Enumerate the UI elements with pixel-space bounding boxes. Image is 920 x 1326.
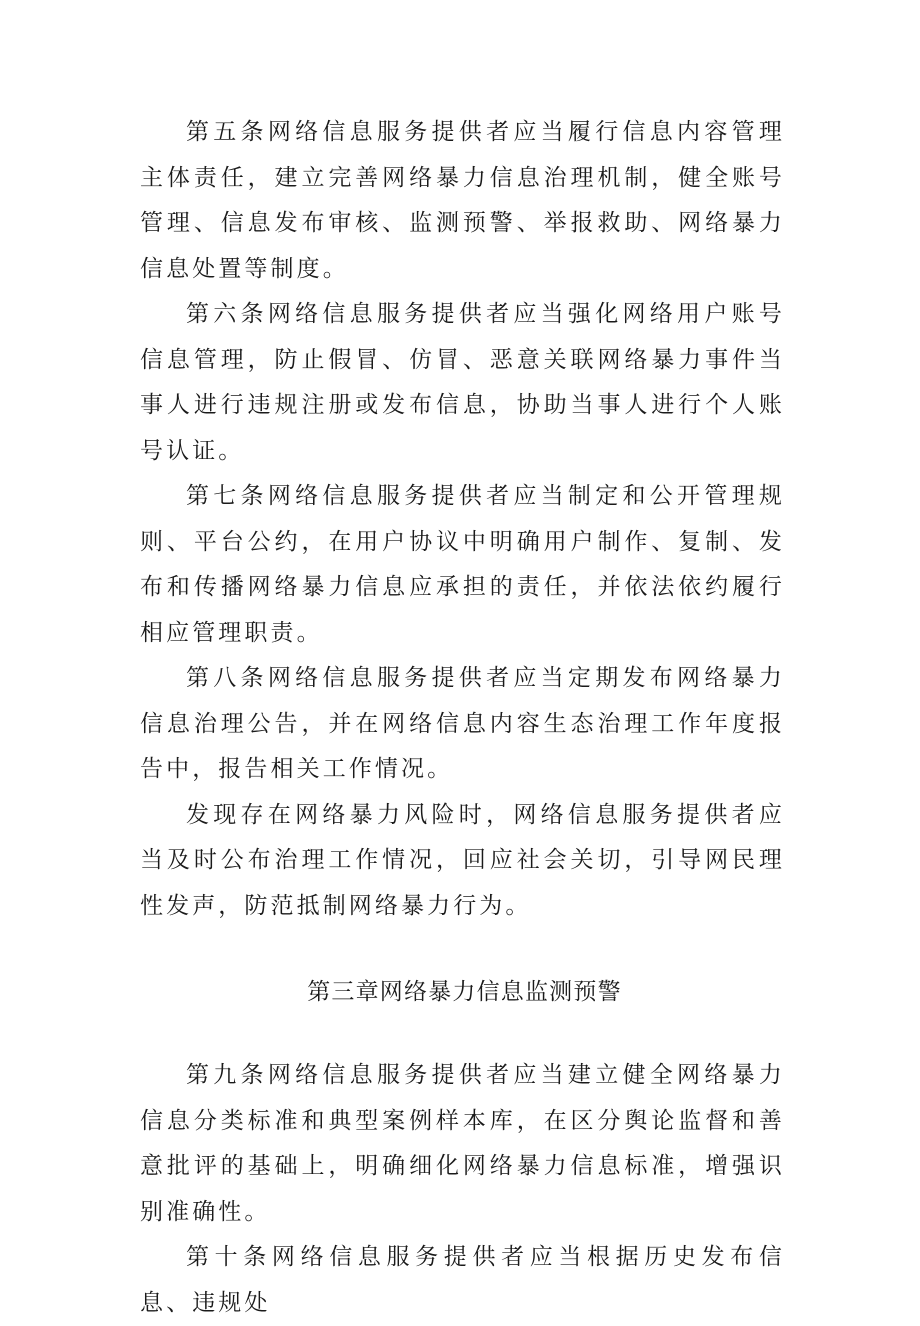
article-9-paragraph: 第九条网络信息服务提供者应当建立健全网络暴力信息分类标准和典型案例样本库，在区分舆论监督和善意批评的基础上，明确细化网络暴力信息标准，增强识别准确性。 (140, 1062, 785, 1225)
document-body (140, 110, 785, 1326)
article-7-paragraph: 第七条网络信息服务提供者应当制定和公开管理规则、平台公约，在用户协议中明确用户制作、复制、发布和传播网络暴力信息应承担的责任，并依法依约履行相应管理职责。 (140, 483, 785, 646)
article-8-paragraph: 第八条网络信息服务提供者应当定期发布网络暴力信息治理公告，并在网络信息内容生态治理工作年度报告中，报告相关工作情况。 (140, 665, 785, 782)
article-10-paragraph: 第十条网络信息服务提供者应当根据历史发布信息、违规处 (140, 1244, 785, 1316)
article-6-paragraph: 第六条网络信息服务提供者应当强化网络用户账号信息管理，防止假冒、仿冒、恶意关联网络暴力事件当事人进行违规注册或发布信息，协助当事人进行个人账号认证。 (140, 301, 785, 464)
article-5-paragraph: 第五条网络信息服务提供者应当履行信息内容管理主体责任，建立完善网络暴力信息治理机制，健全账号管理、信息发布审核、监测预警、举报救助、网络暴力信息处置等制度。 (140, 119, 785, 282)
article-8-continuation-paragraph: 发现存在网络暴力风险时，网络信息服务提供者应当及时公布治理工作情况，回应社会关切，引导网民理性发声，防范抵制网络暴力行为。 (140, 801, 785, 919)
chapter-3-heading: 第三章网络暴力信息监测预警 (307, 979, 622, 1005)
